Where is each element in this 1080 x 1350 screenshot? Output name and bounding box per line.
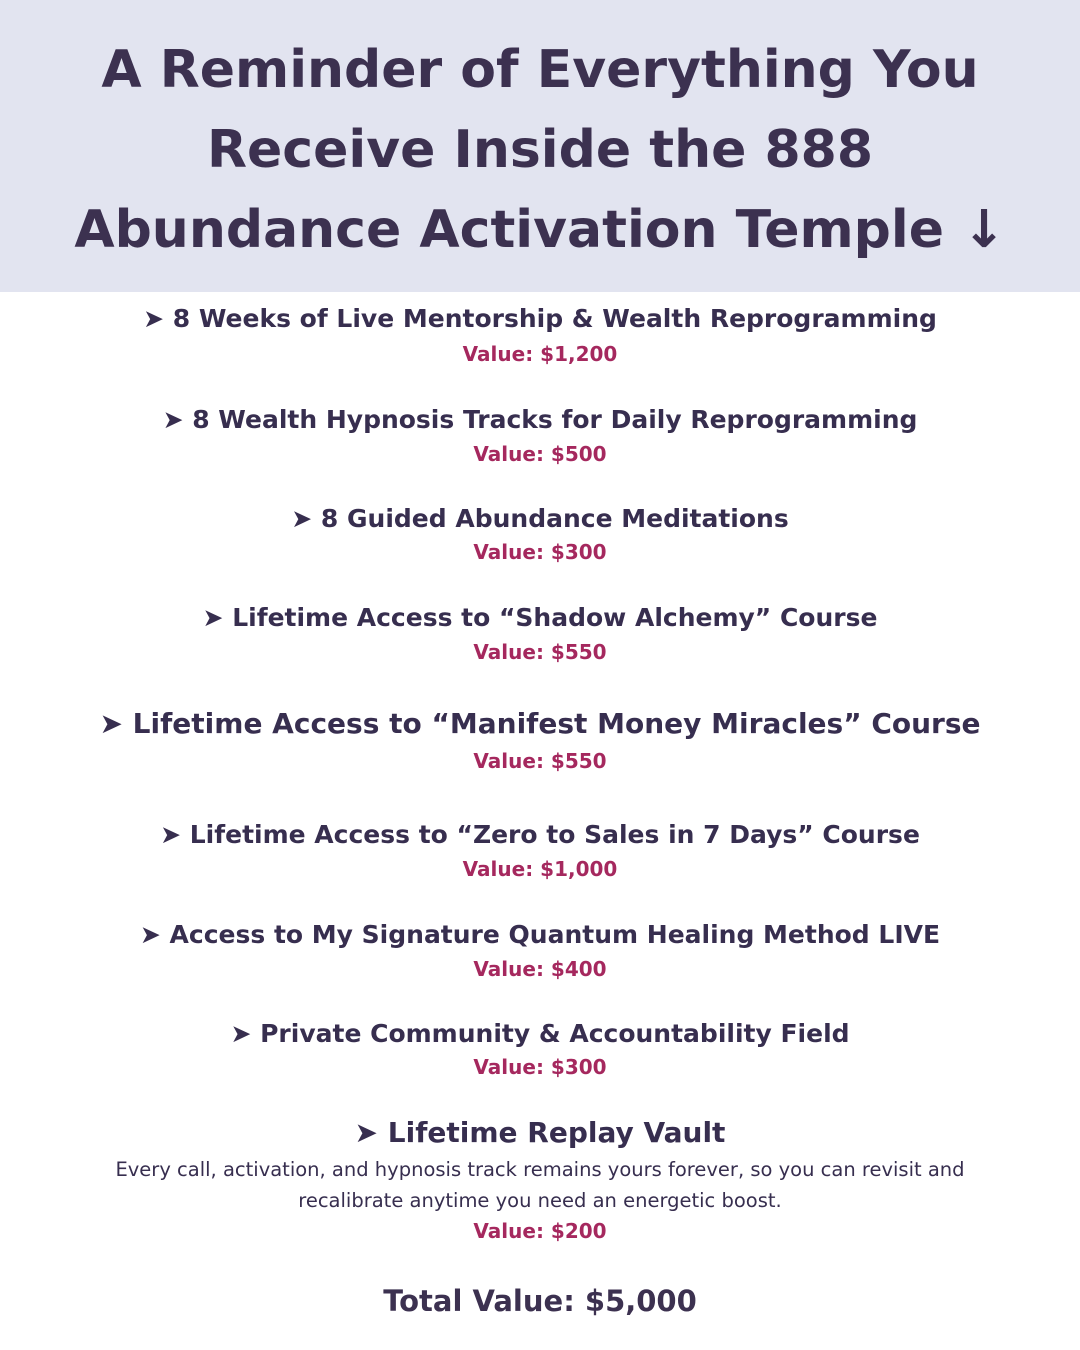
item-title-manifest-money-miracles: ➤ Lifetime Access to “Manifest Money Miracles” Course [99, 707, 981, 740]
item-title-private-community: ➤ Private Community & Accountability Field [230, 1019, 850, 1048]
item-description-replay-vault-line-1: Every call, activation, and hypnosis track remains yours forever, so you can revisit and [115, 1158, 965, 1181]
total-value: Total Value: $5,000 [383, 1284, 697, 1318]
item-title-quantum-healing: ➤ Access to My Signature Quantum Healing Method LIVE [139, 920, 941, 949]
item-value-live-mentorship: Value: $1,200 [462, 342, 618, 366]
page-title-line-3: Abundance Activation Temple ↓ [74, 200, 1006, 260]
item-value-private-community: Value: $300 [473, 1055, 607, 1079]
item-value-guided-meditations: Value: $300 [473, 540, 607, 564]
item-title-guided-meditations: ➤ 8 Guided Abundance Meditations [291, 504, 789, 533]
item-description-replay-vault-line-2: recalibrate anytime you need an energetic boost. [298, 1189, 782, 1212]
page-title-line-2: Receive Inside the 888 [206, 120, 874, 180]
item-value-zero-to-sales: Value: $1,000 [462, 857, 618, 881]
item-value-hypnosis-tracks: Value: $500 [473, 442, 607, 466]
page-title-line-1: A Reminder of Everything You [101, 40, 979, 100]
item-title-hypnosis-tracks: ➤ 8 Wealth Hypnosis Tracks for Daily Reprogramming [162, 405, 918, 434]
item-value-quantum-healing: Value: $400 [473, 957, 607, 981]
item-value-manifest-money-miracles: Value: $550 [473, 749, 607, 773]
item-title-live-mentorship: ➤ 8 Weeks of Live Mentorship & Wealth Reprogramming [143, 304, 937, 333]
item-title-zero-to-sales: ➤ Lifetime Access to “Zero to Sales in 7 Days” Course [160, 820, 920, 849]
item-title-replay-vault: ➤ Lifetime Replay Vault [354, 1116, 726, 1149]
item-value-shadow-alchemy: Value: $550 [473, 640, 607, 664]
item-value-replay-vault: Value: $200 [473, 1219, 607, 1243]
header-banner [0, 0, 1080, 292]
item-title-shadow-alchemy: ➤ Lifetime Access to “Shadow Alchemy” Course [202, 603, 878, 632]
